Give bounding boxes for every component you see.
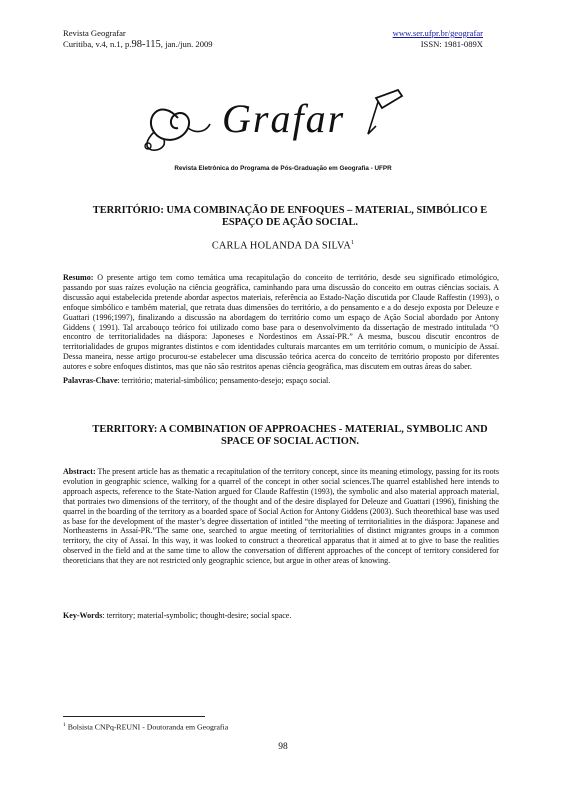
logo-swirl [151, 110, 189, 140]
footnote-rule [63, 716, 205, 717]
resumo-paragraph [63, 273, 499, 372]
palavras-chave-text: : território; material-simbólico; pensamento-desejo; espaço social. [117, 376, 331, 385]
citation-prefix: Curitiba, v.4, n.1, p. [63, 39, 132, 49]
palavras-chave-label: Palavras-Chave [63, 376, 118, 385]
page-range: 98-115 [131, 39, 161, 50]
logo-pen [376, 90, 402, 108]
keywords-text: : territory; material-symbolic; thought-desire; social space. [102, 611, 292, 620]
running-header-right [393, 28, 483, 50]
author-note-mark: 1 [350, 240, 355, 246]
palavras-chave-line [63, 376, 499, 386]
journal-name: Revista Geografar [63, 28, 126, 38]
resumo-label: Resumo: [63, 273, 94, 282]
author-line [0, 240, 566, 251]
abstract-label: Abstract: [63, 467, 96, 476]
journal-url-link[interactable]: www.ser.ufpr.br/geografar [392, 28, 483, 38]
geografar-logo [140, 88, 410, 154]
abstract-paragraph [63, 467, 499, 566]
article-title-pt: TERRITÓRIO: UMA COMBINAÇÃO DE ENFOQUES – MATERIAL, SIMBÓLICO E ESPAÇO DE AÇÃO SOCIAL. [92, 205, 488, 228]
logo-hook [188, 124, 210, 131]
citation-suffix: , jan./jun. 2009 [160, 39, 213, 49]
issn: ISSN: 1981-089X [420, 39, 483, 49]
logo-wordmark: Grafar [222, 96, 346, 141]
resumo-text: O presente artigo tem como temática uma recapitulação do conceito de território, desde seu significado etimológico, passando por suas raízes evolução na ciência geográfica, caminhando para uma discussão do conceito em outras ciências sociais. A discussão aqui estabelecida pretende abordar aspectos materiais, referência ao Estado-Nação discutida por Claude Raffestin (1993), o enfoque simbólico e também material, que retrata duas dimensões do território, a do pensamento e a do desejo exposta por Deleuze e Guattari (1996;1997), finalizando a discussão na abordagem do território como um espaço de Ação Social abordado por Antony Giddens ( 1991). Tal arcabouço teórico foi utilizado como base para o desenvolvimento da dissertação de mestrado intitulada “O encontro de territorialidades na diáspora: Japoneses e Nordestinos em Assaí-PR.” A mesma, buscou discutir encontros de territorialidades de grupos migrantes distintos e com identidades culturais marcantes em um território comum, o município de Assaí. Dessa maneira, nesse artigo procurou-se estabelecer uma discussão teórica acerca do conceito de território proposto por diferentes autores e sobre enfoques distintos, mas que não são restritos apenas ciência geográfica, mas discutem em outras áreas do saber. [63, 273, 499, 372]
keywords-line [63, 611, 499, 621]
footnote-mark: 1 [63, 722, 66, 728]
citation-line [63, 39, 213, 50]
footnote [63, 722, 228, 732]
page-number: 98 [278, 742, 288, 752]
author-name: CARLA HOLANDA DA SILVA [211, 240, 351, 252]
journal-subtitle: Revista Eletrônica do Programa de Pós-Graduação em Geografia - UFPR [174, 165, 392, 172]
abstract-text: The present article has as thematic a recapitulation of the territory concept, since its meaning etimology, passing for its roots evolution in geographic science, walking for a quarrel of the concept in other social sciences.The quarrel established here intends to approach aspects, reference to the State-Nation argued for Claude Raffestin (1993), the symbolic and also material approach material, that portraies two dimensions of the territory, of the thought and of the desire displayed for Deleuze and Guattari (1996), finishing the quarrel in the boarding of the territory as a boarded space of Social Action for Antony Giddens (2003). Such theorethical base was used as base for the development of the master’s degree dissertation of intitled “the meeting of territorialities in the diáspora: Japanese and Northeasterns in Assaí-PR.”The same one, searched to argue meeting of territorialities of distinct migrantes groups in a common territory, the city of Assaí. In this way, it was looked to construct a theoretical apparatus that it aimed at to give to base the realities observed in the field and at the same time to allow the conversation of different approaches of the concept of territory considered for theoreticians that they are not restricted only geographic science, but argue in other areas of knowing. [63, 467, 499, 566]
keywords-label: Key-Words [63, 611, 103, 620]
footnote-text: Bolsista CNPq-REUNI - Doutoranda em Geografia [65, 722, 229, 732]
running-header-left [63, 28, 213, 50]
logo-pen-line [368, 102, 378, 134]
article-title-en: TERRITORY: A COMBINATION OF APPROACHES - MATERIAL, SYMBOLIC AND SPACE OF SOCIAL ACTION. [92, 424, 488, 447]
